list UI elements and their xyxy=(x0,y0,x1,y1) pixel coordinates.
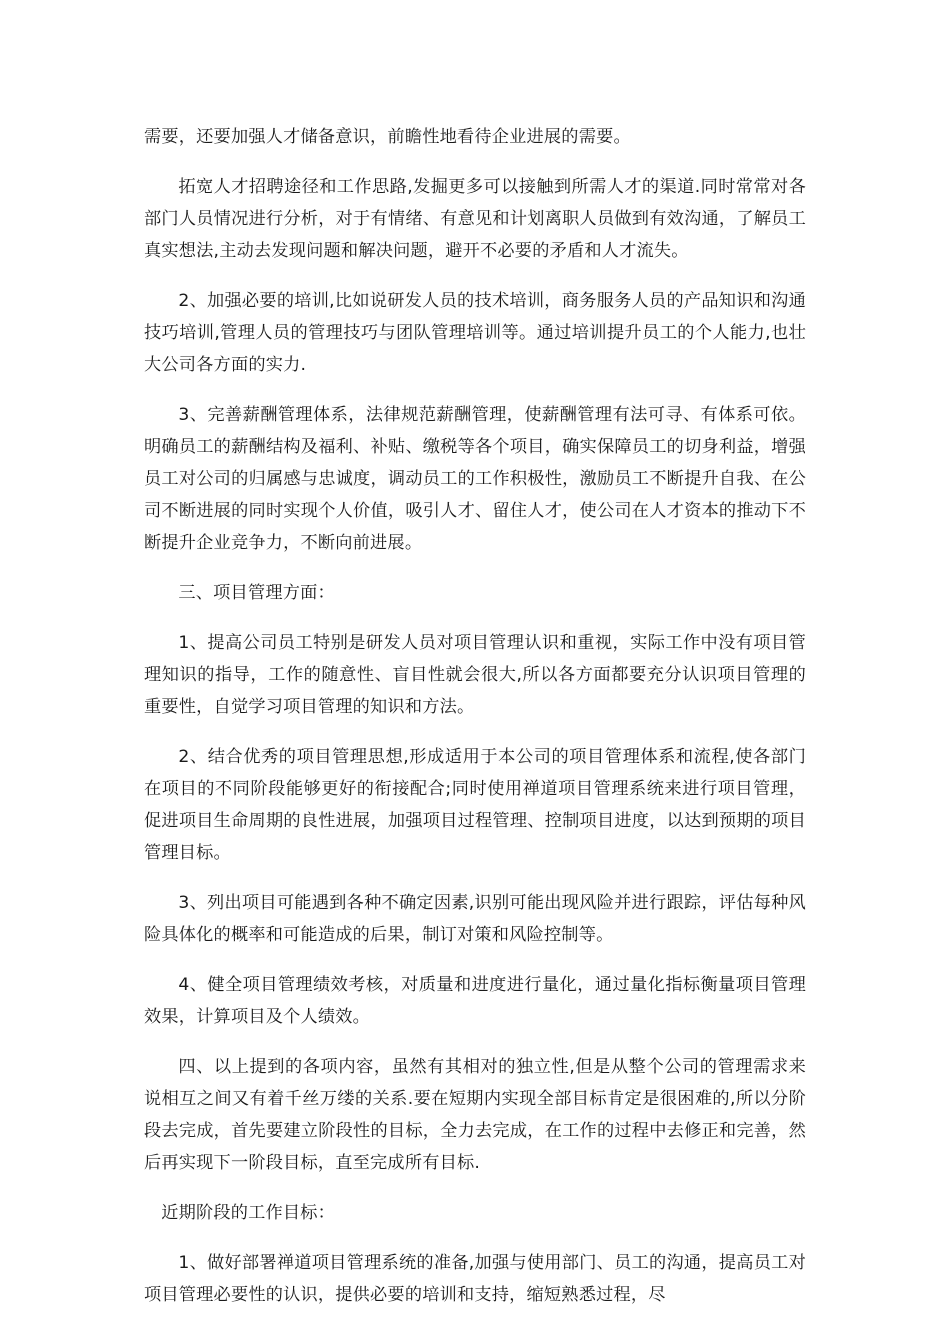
paragraph-performance: 4、健全项目管理绩效考核，对质量和进度进行量化，通过量化指标衡量项目管理效果，计算项目及个人绩效。 xyxy=(144,975,806,1027)
paragraph-project-awareness: 1、提高公司员工特别是研发人员对项目管理认识和重视，实际工作中没有项目管理知识的指导，工作的随意性、盲目性就会很大,所以各方面都要充分认识项目管理的重要性，自觉学习项目管理的知识和方法。 xyxy=(144,633,806,717)
paragraph-compensation: 3、完善薪酬管理体系，法律规范薪酬管理，使薪酬管理有法可寻、有体系可依。明确员工的薪酬结构及福利、补贴、缴税等各个项目，确实保障员工的切身利益，增强员工对公司的归属感与忠诚度，调动员工的工作积极性，激励员工不断提升自我、在公司不断进展的同时实现个人价值，吸引人才、留住人才，使公司在人才资本的推动下不断提升企业竞争力，不断向前进展。 xyxy=(144,405,806,553)
heading-near-term-goals: 近期阶段的工作目标： xyxy=(161,1203,336,1223)
paragraph-recruitment: 拓宽人才招聘途径和工作思路,发掘更多可以接触到所需人才的渠道.同时常常对各部门人员情况进行分析，对于有情绪、有意见和计划离职人员做到有效沟通，了解员工真实想法,主动去发现问题和解决问题，避开不必要的矛盾和人才流失。 xyxy=(144,177,806,261)
section-heading-project-management: 三、项目管理方面： xyxy=(178,583,335,603)
paragraph-project-system: 2、结合优秀的项目管理思想,形成适用于本公司的项目管理体系和流程,使各部门在项目的不同阶段能够更好的衔接配合;同时使用禅道项目管理系统来进行项目管理，促进项目生命周期的良性进展，加强项目过程管理、控制项目进度，以达到预期的项目管理目标。 xyxy=(144,747,806,863)
paragraph-continuation: 需要，还要加强人才储备意识，前瞻性地看待企业进展的需要。 xyxy=(144,127,631,147)
document-body xyxy=(144,121,806,1329)
paragraph-summary: 四、以上提到的各项内容，虽然有其相对的独立性,但是从整个公司的管理需求来说相互之间又有着千丝万缕的关系.要在短期内实现全部目标肯定是很困难的,所以分阶段去完成，首先要建立阶段性的目标，全力去完成，在工作的过程中去修正和完善，然后再实现下一阶段目标，直至完成所有目标. xyxy=(144,1057,806,1173)
paragraph-risk: 3、列出项目可能遇到各种不确定因素,识别可能出现风险并进行跟踪，评估每种风险具体化的概率和可能造成的后果，制订对策和风险控制等。 xyxy=(144,893,806,945)
paragraph-training: 2、加强必要的培训,比如说研发人员的技术培训，商务服务人员的产品知识和沟通技巧培训,管理人员的管理技巧与团队管理培训等。通过培训提升员工的个人能力,也壮大公司各方面的实力. xyxy=(144,291,806,375)
paragraph-goal-1: 1、做好部署禅道项目管理系统的准备,加强与使用部门、员工的沟通，提高员工对项目管理必要性的认识，提供必要的培训和支持，缩短熟悉过程，尽 xyxy=(144,1253,806,1305)
